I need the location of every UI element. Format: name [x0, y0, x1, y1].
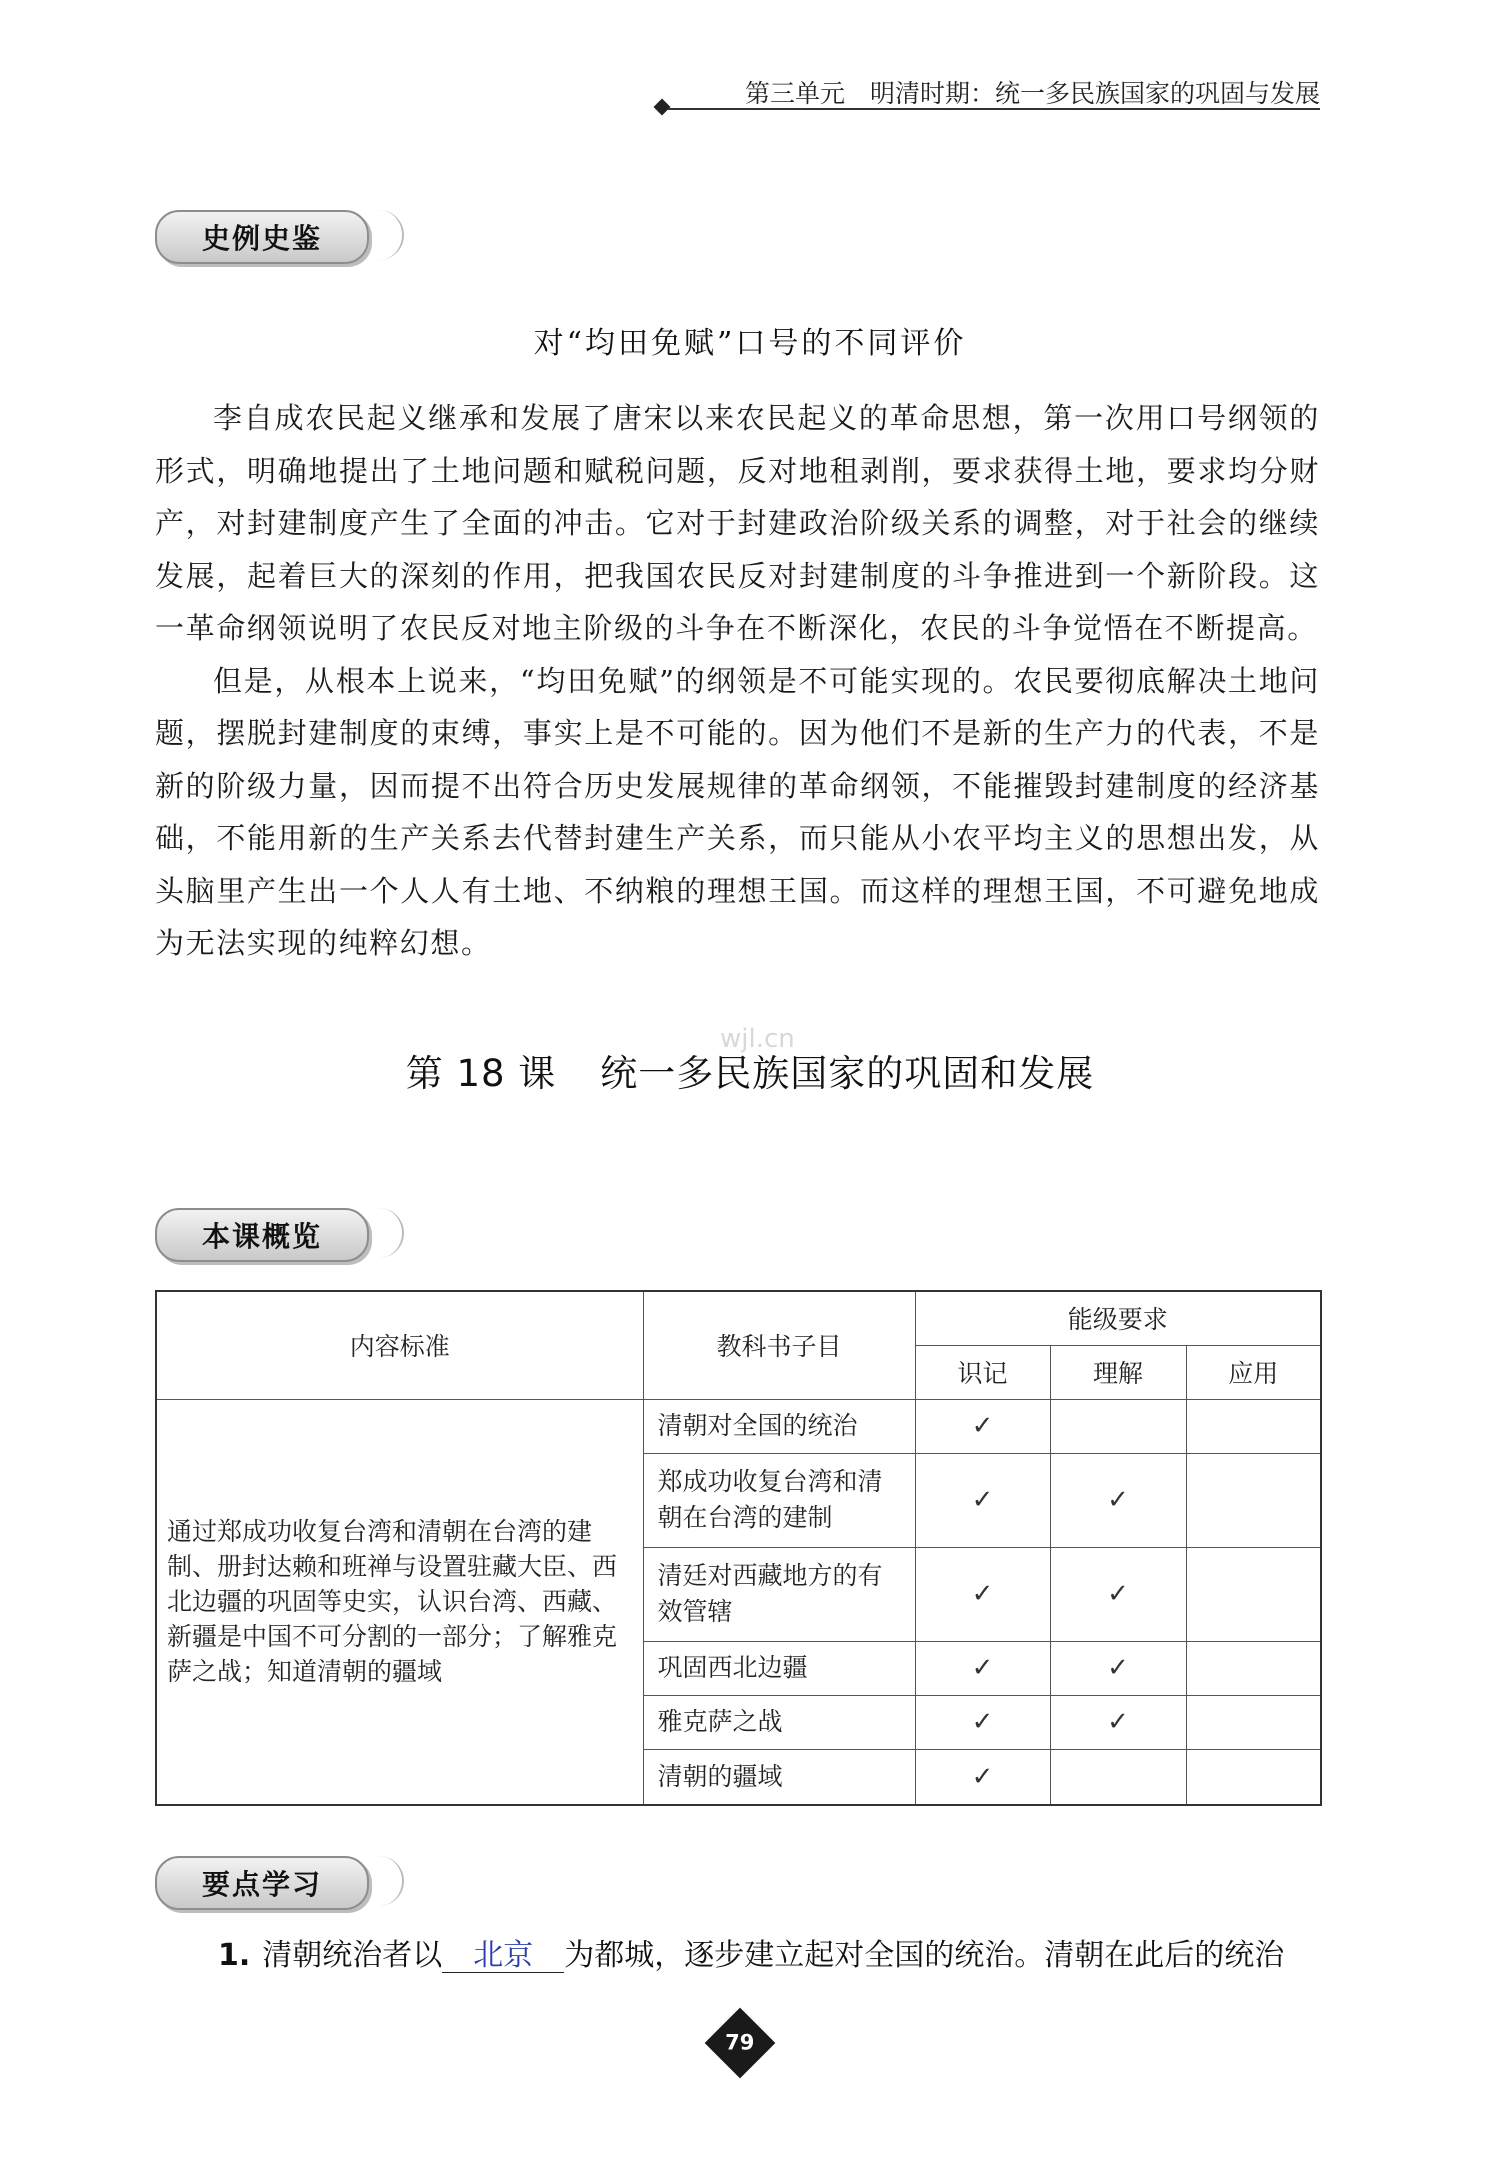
- topic-cell: 清廷对西藏地方的有效管辖: [643, 1547, 915, 1641]
- check-mark-icon: ✓: [915, 1399, 1050, 1453]
- lesson-title: [0, 1043, 1500, 1097]
- question-1: [218, 1930, 1328, 1974]
- section-tab-overview: 本课概览: [155, 1208, 369, 1262]
- header-remember: 识记: [915, 1345, 1050, 1399]
- section-tab-key-points: 要点学习: [155, 1856, 369, 1910]
- page-number-badge: [705, 2008, 776, 2079]
- check-mark-icon: ✓: [1050, 1695, 1186, 1749]
- header-levels: 能级要求: [915, 1291, 1321, 1345]
- check-mark-icon: ✓: [1050, 1453, 1186, 1547]
- section-tab-tail: [362, 210, 404, 260]
- header-topics: 教科书子目: [643, 1291, 915, 1399]
- check-mark-icon: ✓: [915, 1547, 1050, 1641]
- section-tab-tail: [362, 1856, 404, 1906]
- section-tab-case-study: 史例史鉴: [155, 210, 369, 264]
- running-header: 第三单元 明清时期：统一多民族国家的巩固与发展: [744, 79, 1320, 108]
- lesson-number: 第 18 课: [405, 1052, 557, 1095]
- empty-cell: [1186, 1695, 1321, 1749]
- topic-cell: 清朝的疆域: [643, 1749, 915, 1805]
- question-text-before: 清朝统治者以: [262, 1938, 443, 1973]
- check-mark-icon: ✓: [915, 1749, 1050, 1805]
- empty-cell: [1186, 1453, 1321, 1547]
- article-paragraph-1: 李自成农民起义继承和发展了唐宋以来农民起义的革命思想，第一次用口号纲领的形式，明确地提出了土地问题和赋税问题，反对地租剥削，要求获得土地，要求均分财产，对封建制度产生了全面的冲击。它对于封建政治阶级关系的调整，对于社会的继续发展，起着巨大的深刻的作用，把我国农民反对封建制度的斗争推进到一个新阶段。这一革命纲领说明了农民反对地主阶级的斗争在不断深化，农民的斗争觉悟在不断提高。: [155, 401, 1320, 645]
- overview-table: [155, 1290, 1322, 1806]
- topic-cell: 雅克萨之战: [643, 1695, 915, 1749]
- article-paragraph-2: 但是，从根本上说来，“均田免赋”的纲领是不可能实现的。农民要彻底解决土地问题，摆脱封建制度的束缚，事实上是不可能的。因为他们不是新的生产力的代表，不是新的阶级力量，因而提不出符合历史发展规律的革命纲领，不能摧毁封建制度的经济基础，不能用新的生产关系去代替封建生产关系，而只能从小农平均主义的思想出发，从头脑里产生出一个人人有土地、不纳粮的理想王国。而这样的理想王国，不可避免地成为无法实现的纯粹幻想。: [155, 663, 1320, 960]
- empty-cell: [1186, 1749, 1321, 1805]
- header-rule: [668, 108, 1320, 110]
- article-title: 对“均田免赋”口号的不同评价: [533, 326, 967, 361]
- content-standard-text: 通过郑成功收复台湾和清朝在台湾的建制、册封达赖和班禅与设置驻藏大臣、西北边疆的巩固等史实，认识台湾、西藏、新疆是中国不可分割的一部分；了解雅克萨之战；知道清朝的疆域: [156, 1399, 643, 1805]
- topic-cell: 巩固西北边疆: [643, 1641, 915, 1695]
- section-tab-tail: [362, 1208, 404, 1258]
- empty-cell: [1050, 1749, 1186, 1805]
- empty-cell: [1186, 1641, 1321, 1695]
- topic-cell: 清朝对全国的统治: [643, 1399, 915, 1453]
- empty-cell: [1186, 1547, 1321, 1641]
- question-number: 1.: [218, 1938, 251, 1973]
- table-row: [156, 1399, 1321, 1453]
- lesson-name: 统一多民族国家的巩固和发展: [600, 1052, 1095, 1095]
- empty-cell: [1186, 1399, 1321, 1453]
- check-mark-icon: ✓: [915, 1641, 1050, 1695]
- topic-cell: 郑成功收复台湾和清朝在台湾的建制: [643, 1453, 915, 1547]
- header-understand: 理解: [1050, 1345, 1186, 1399]
- question-text-after: 为都城，逐步建立起对全国的统治。清朝在此后的统治: [564, 1938, 1285, 1973]
- check-mark-icon: ✓: [1050, 1641, 1186, 1695]
- check-mark-icon: ✓: [1050, 1547, 1186, 1641]
- article-body: [155, 392, 1320, 970]
- check-mark-icon: ✓: [915, 1695, 1050, 1749]
- answer-blank[interactable]: 北京: [442, 1940, 564, 1973]
- header-apply: 应用: [1186, 1345, 1321, 1399]
- page-number: 79: [725, 2030, 755, 2055]
- watermark: wjl.cn: [720, 1024, 795, 1054]
- empty-cell: [1050, 1399, 1186, 1453]
- header-standard: 内容标准: [156, 1291, 643, 1399]
- check-mark-icon: ✓: [915, 1453, 1050, 1547]
